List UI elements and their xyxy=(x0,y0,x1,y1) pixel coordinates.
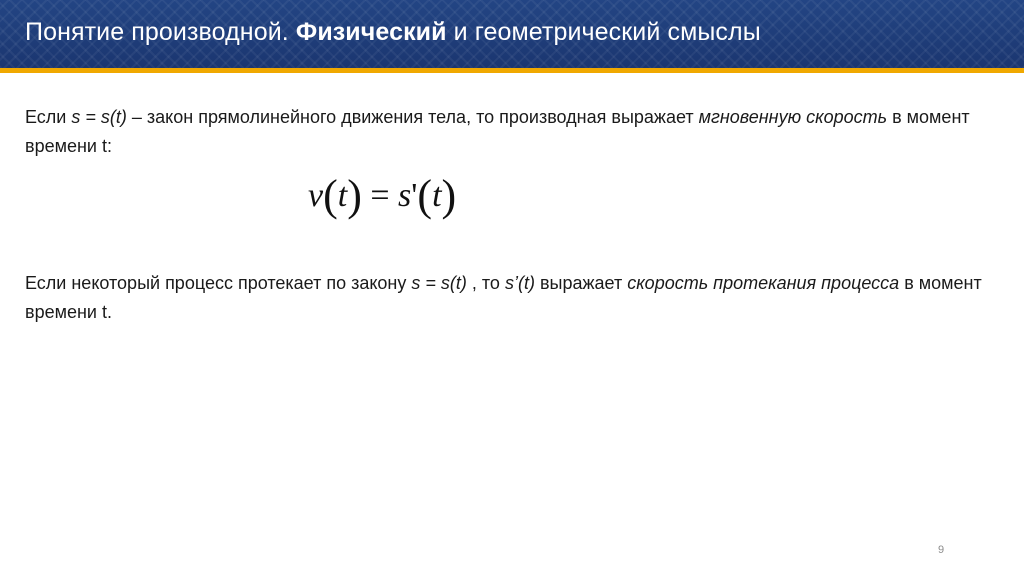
p2-derivative-expression: s’(t) xyxy=(504,273,535,293)
formula-prime: ' xyxy=(411,177,418,214)
p1-text-3: в момент времени t: xyxy=(25,107,970,156)
formula-t-2: t xyxy=(432,177,442,214)
formula-t-1: t xyxy=(337,177,348,214)
formula-close-paren-2: ) xyxy=(441,171,457,220)
p1-text-1: Если xyxy=(25,107,72,127)
title-part-2: и геометрический смыслы xyxy=(446,18,761,46)
paragraph-motion xyxy=(25,103,985,161)
formula-v: v xyxy=(308,177,324,214)
p2-process-rate: скорость протекания процесса xyxy=(627,273,900,293)
p2-text-2: , то xyxy=(466,273,505,293)
title-bar xyxy=(0,0,1024,68)
p2-law-expression: s = s(t) xyxy=(411,273,467,293)
p2-text-1: Если некоторый процесс протекает по закону xyxy=(25,273,412,293)
page-number: 9 xyxy=(938,544,945,556)
p1-text-2: – закон прямолинейного движения тела, то производная выражает xyxy=(126,107,699,127)
title-underline-rule xyxy=(0,68,1024,73)
formula-open-paren-2: ( xyxy=(417,171,433,220)
slide-title xyxy=(25,18,761,47)
title-bold-word: Физический xyxy=(295,18,447,46)
title-part-1: Понятие производной. xyxy=(25,18,296,46)
formula-equals: = xyxy=(361,177,399,214)
p1-law-expression: s = s(t) xyxy=(71,107,127,127)
paragraph-process xyxy=(25,269,985,327)
velocity-formula xyxy=(308,170,456,221)
p2-text-3: выражает xyxy=(534,273,628,293)
p2-text-4: в момент времени t. xyxy=(25,273,982,322)
formula-s: s xyxy=(398,177,412,214)
formula-open-paren-1: ( xyxy=(323,171,338,220)
formula-close-paren-1: ) xyxy=(347,171,362,220)
p1-instant-velocity: мгновенную скорость xyxy=(698,107,888,127)
